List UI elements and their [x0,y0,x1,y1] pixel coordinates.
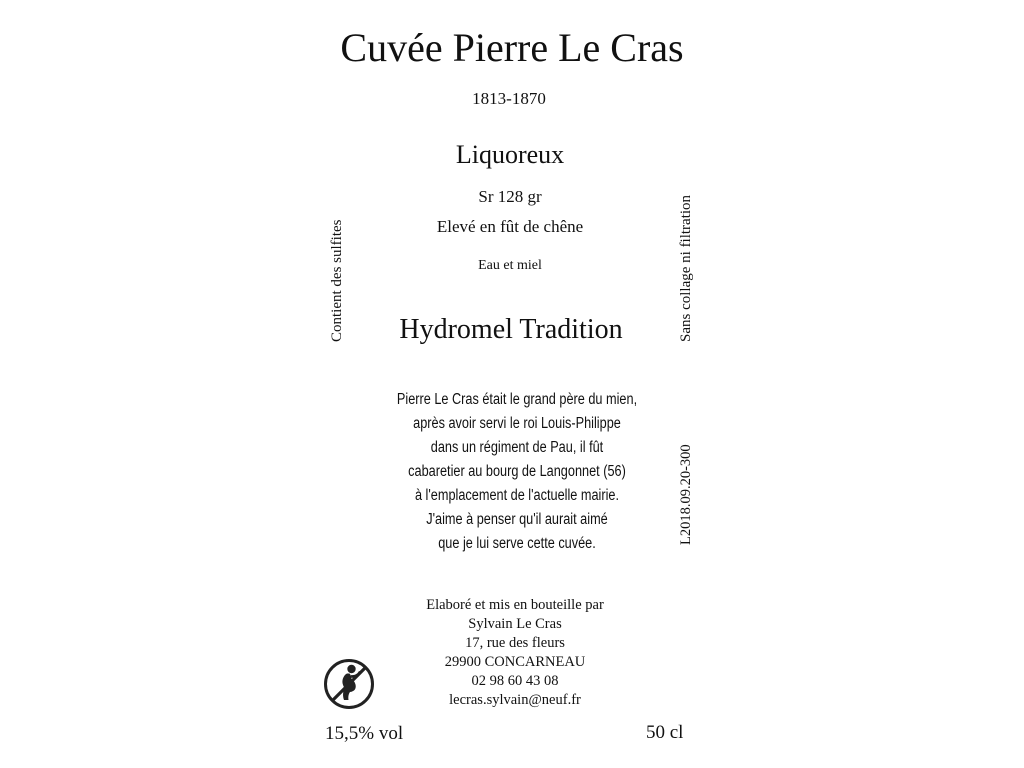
alcohol-volume: 15,5% vol [325,723,404,744]
pregnant-woman-prohibited-icon [323,658,375,710]
producer-line: Sylvain Le Cras [468,616,562,632]
label-style: Liquoreux [455,140,565,169]
story-line: J'aime à penser qu'il aurait aimé [426,511,608,528]
label-dates: 1813-1870 [472,89,546,108]
story-line: dans un régiment de Pau, il fût [430,439,604,456]
label-ingredients: Eau et miel [478,258,542,273]
label-product-name: Hydromel Tradition [399,314,623,345]
label-aging: Elevé en fût de chêne [436,217,584,236]
label-title: Cuvée Pierre Le Cras [340,25,684,70]
label-sugar: Sr 128 gr [478,187,542,206]
lot-number: L2018.09.20-300 [678,444,694,545]
bottle-volume: 50 cl [646,722,684,743]
story-line: à l'emplacement de l'actuelle mairie. [414,487,620,504]
producer-line: 29900 CONCARNEAU [444,654,586,670]
story-line: cabaretier au bourg de Langonnet (56) [408,463,626,480]
story-line: que je lui serve cette cuvée. [438,535,596,552]
filtration-notice: Sans collage ni filtration [678,194,694,342]
story-line: après avoir servi le roi Louis-Philippe [413,415,621,432]
label-story [390,388,644,556]
story-line: Pierre Le Cras était le grand père du mien, [396,391,638,408]
producer-email: lecras.sylvain@neuf.fr [449,692,581,708]
label-producer [0,596,1024,710]
sulfites-notice: Contient des sulfites [329,219,345,342]
producer-line: Elaboré et mis en bouteille par [426,597,604,613]
producer-line: 02 98 60 43 08 [471,673,559,689]
producer-line: 17, rue des fleurs [465,635,565,651]
